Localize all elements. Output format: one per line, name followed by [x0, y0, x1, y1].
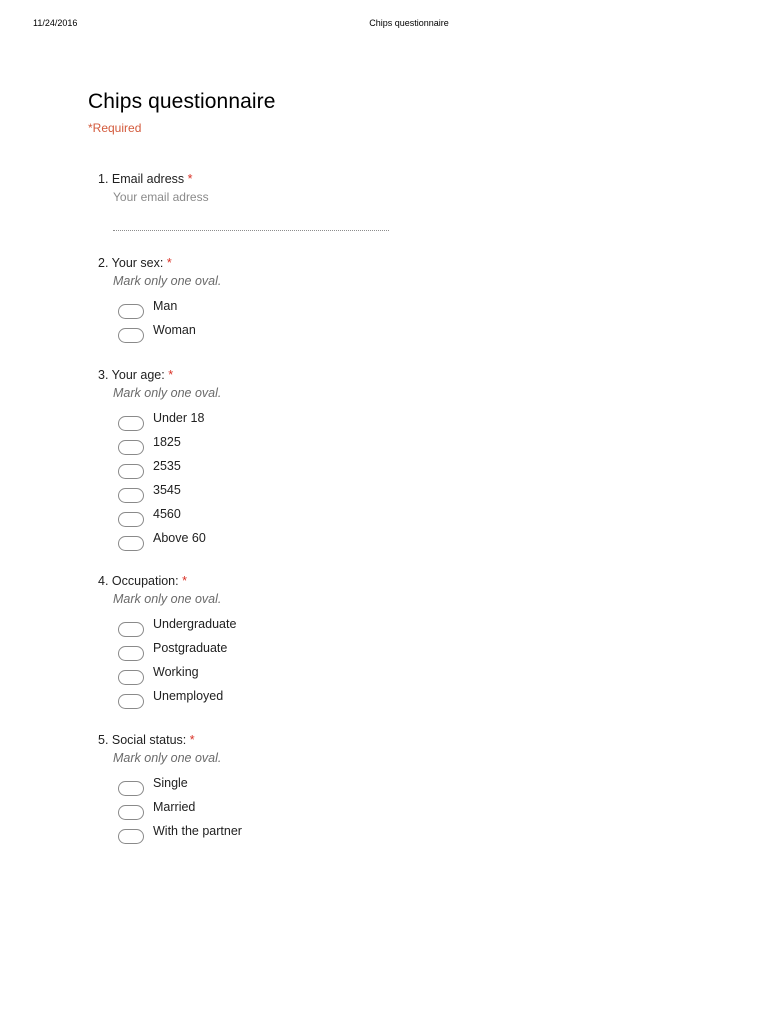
radio-oval[interactable] [118, 536, 144, 551]
required-star: * [166, 256, 172, 270]
radio-option-undergraduate[interactable] [118, 615, 236, 639]
radio-option-man[interactable] [118, 297, 221, 321]
radio-option-woman[interactable] [118, 321, 221, 345]
radio-option-2535[interactable] [118, 457, 221, 481]
option-label: With the partner [153, 823, 242, 838]
option-label: Man [153, 298, 178, 313]
option-label: Single [153, 775, 188, 790]
radio-oval[interactable] [118, 781, 144, 796]
radio-oval[interactable] [118, 694, 144, 709]
option-label: Undergraduate [153, 616, 237, 631]
radio-oval[interactable] [118, 512, 144, 527]
question-text: 1. Email adress [98, 172, 188, 186]
option-label: Working [153, 664, 199, 679]
print-date: 11/24/2016 [33, 18, 78, 28]
radio-oval[interactable] [118, 464, 144, 479]
required-star: * [187, 172, 193, 186]
question-hint: Mark only one oval. [113, 592, 222, 606]
question-text: 3. Your age: [98, 368, 169, 382]
radio-oval[interactable] [118, 328, 144, 343]
option-list [98, 409, 221, 553]
question-hint: Mark only one oval. [113, 274, 222, 288]
email-input-underline[interactable] [113, 230, 389, 231]
question-social-status [98, 731, 242, 846]
radio-option-3545[interactable] [118, 481, 221, 505]
radio-option-1825[interactable] [118, 433, 221, 457]
radio-option-postgraduate[interactable] [118, 639, 236, 663]
question-occupation [98, 572, 236, 711]
option-label: Postgraduate [153, 640, 228, 655]
radio-oval[interactable] [118, 440, 144, 455]
radio-option-working[interactable] [118, 663, 236, 687]
email-input[interactable]: Your email adress [113, 190, 209, 204]
question-text: 5. Social status: [98, 733, 190, 747]
required-note: *Required [88, 121, 142, 135]
question-label [98, 731, 242, 749]
print-header [0, 18, 768, 32]
option-label: Unemployed [153, 688, 224, 703]
option-list [98, 297, 221, 345]
question-hint: Mark only one oval. [113, 751, 222, 765]
question-hint: Mark only one oval. [113, 386, 222, 400]
radio-option-above-60[interactable] [118, 529, 221, 553]
question-label [98, 572, 236, 590]
radio-option-single[interactable] [118, 774, 242, 798]
radio-option-with-the-partner[interactable] [118, 822, 242, 846]
option-label: Married [153, 799, 196, 814]
option-label: Under 18 [153, 410, 205, 425]
question-sex [98, 254, 221, 345]
option-label: 3545 [153, 482, 181, 497]
form-title: Chips questionnaire [88, 90, 276, 113]
question-label [98, 254, 221, 272]
radio-oval[interactable] [118, 488, 144, 503]
required-star: * [182, 574, 187, 588]
print-title: Chips questionnaire [369, 18, 449, 28]
required-star: * [189, 733, 195, 747]
radio-oval[interactable] [118, 416, 144, 431]
radio-oval[interactable] [118, 304, 144, 319]
question-email [98, 170, 209, 206]
radio-oval[interactable] [118, 670, 144, 685]
required-star: * [168, 368, 174, 382]
radio-option-married[interactable] [118, 798, 242, 822]
radio-oval[interactable] [118, 646, 144, 661]
option-list [98, 615, 236, 711]
question-label [98, 170, 209, 188]
radio-option-under-18[interactable] [118, 409, 221, 433]
radio-option-4560[interactable] [118, 505, 221, 529]
option-label: 2535 [153, 458, 181, 473]
option-label: Woman [153, 322, 196, 337]
radio-oval[interactable] [118, 622, 144, 637]
question-text: 2. Your sex: [98, 256, 167, 270]
option-label: 4560 [153, 506, 181, 521]
radio-oval[interactable] [118, 805, 144, 820]
radio-oval[interactable] [118, 829, 144, 844]
question-text: 4. Occupation: [98, 574, 183, 588]
option-list [98, 774, 242, 846]
radio-option-unemployed[interactable] [118, 687, 236, 711]
question-label [98, 366, 221, 384]
option-label: 1825 [153, 434, 181, 449]
question-age [98, 366, 221, 553]
option-label: Above 60 [153, 530, 206, 545]
